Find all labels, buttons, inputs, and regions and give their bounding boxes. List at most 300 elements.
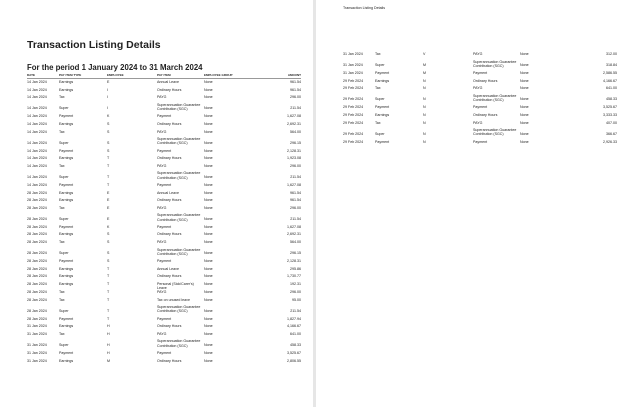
row-date: 28 Jan 2024 <box>27 274 47 279</box>
row-date: 29 Feb 2024 <box>343 139 364 144</box>
row-pay-item-type: Payment <box>59 316 74 321</box>
row-date: 29 Feb 2024 <box>343 131 364 136</box>
row-pay-item-type: Payment <box>375 71 390 76</box>
row-pay-item: PAYG <box>473 52 483 56</box>
row-pay-item-type: Tax <box>375 120 381 125</box>
row-employee: H <box>107 324 110 329</box>
row-date: 28 Jan 2024 <box>27 240 47 244</box>
row-employee-group: None <box>204 350 213 355</box>
table-row <box>27 351 301 359</box>
row-employee-group: None <box>204 140 213 145</box>
row-amount: 2,128.31 <box>287 148 301 153</box>
row-employee: H <box>107 331 110 336</box>
page-2-running-title: Transaction Listing Details <box>343 6 386 10</box>
row-date: 14 Jan 2024 <box>27 163 47 168</box>
row-employee-group: None <box>204 224 213 229</box>
row-pay-item: Payment <box>157 316 172 321</box>
row-pay-item: Payment <box>157 350 172 355</box>
row-employee-group: None <box>204 297 213 302</box>
row-pay-item: Ordinary Hours <box>157 121 182 126</box>
row-amount: 1,627.08 <box>287 224 301 229</box>
row-employee: T <box>107 156 110 161</box>
row-amount: 4,166.67 <box>603 78 617 83</box>
row-amount: 4,166.67 <box>287 324 301 329</box>
report-page-1 <box>0 0 313 407</box>
row-pay-item-type: Tax <box>59 331 65 336</box>
row-pay-item: Ordinary Hours <box>157 358 182 363</box>
row-date: 29 Feb 2024 <box>343 120 364 125</box>
row-employee: H <box>107 350 110 355</box>
row-amount: 211.54 <box>290 174 301 179</box>
row-pay-item-type: Earnings <box>59 87 74 92</box>
row-employee: S <box>107 140 110 145</box>
row-amount: 961.54 <box>290 80 301 84</box>
row-pay-item: Ordinary Hours <box>157 198 182 203</box>
row-pay-item-type: Tax <box>375 86 381 91</box>
row-amount: 407.00 <box>606 120 617 125</box>
row-pay-item-type: Super <box>59 342 69 347</box>
row-date: 28 Jan 2024 <box>27 216 47 221</box>
row-date: 14 Jan 2024 <box>27 121 47 126</box>
column-header-pay-item-type: PAY ITEM TYPE <box>59 73 82 77</box>
table-row <box>27 95 301 103</box>
column-header-date: DATE <box>27 73 35 77</box>
row-employee-group: None <box>204 342 213 347</box>
row-date: 28 Jan 2024 <box>27 266 47 271</box>
row-employee-group: None <box>204 274 213 279</box>
row-employee-group: None <box>204 289 213 294</box>
row-date: 31 Jan 2024 <box>27 331 47 336</box>
row-date: 14 Jan 2024 <box>27 148 47 153</box>
table-row <box>27 317 301 325</box>
column-header-amount: AMOUNT <box>287 73 301 77</box>
row-pay-item-type: Payment <box>59 182 74 187</box>
report-page-2 <box>316 0 629 407</box>
row-amount: 458.33 <box>606 97 617 102</box>
row-pay-item-type: Tax <box>59 129 65 134</box>
row-amount: 2,806.55 <box>287 358 301 363</box>
row-employee: N <box>423 105 426 110</box>
row-date: 29 Feb 2024 <box>343 78 364 83</box>
row-pay-item-type: Super <box>59 308 69 313</box>
row-pay-item-type: Payment <box>59 114 74 119</box>
row-employee: K <box>107 114 110 119</box>
row-pay-item: Superannuation Guarantee Contribution (SGC) <box>157 305 201 314</box>
row-employee: I <box>107 95 108 100</box>
table-row <box>343 60 617 72</box>
row-pay-item: Superannuation Guarantee Contribution (SGC) <box>157 137 201 146</box>
row-pay-item: Payment <box>473 71 488 76</box>
row-amount: 2,926.33 <box>603 139 617 144</box>
row-date: 28 Jan 2024 <box>27 205 47 210</box>
row-date: 28 Jan 2024 <box>27 259 47 264</box>
row-pay-item-type: Earnings <box>375 113 390 117</box>
table-row <box>27 339 301 351</box>
row-date: 31 Jan 2024 <box>343 71 363 76</box>
row-employee-group: None <box>204 129 213 134</box>
row-date: 28 Jan 2024 <box>27 190 47 195</box>
row-date: 29 Feb 2024 <box>343 113 364 117</box>
row-pay-item-type: Super <box>375 131 385 136</box>
row-pay-item-type: Payment <box>59 224 74 229</box>
table-row <box>343 128 617 140</box>
row-pay-item-type: Super <box>59 174 69 179</box>
row-pay-item: PAYG <box>473 86 483 91</box>
row-amount: 564.00 <box>290 240 301 244</box>
row-date: 31 Jan 2024 <box>27 324 47 329</box>
row-pay-item-type: Earnings <box>59 281 74 286</box>
row-employee: T <box>107 266 110 271</box>
row-date: 31 Jan 2024 <box>27 350 47 355</box>
row-pay-item: Ordinary Hours <box>157 87 182 92</box>
row-date: 28 Jan 2024 <box>27 289 47 294</box>
row-employee: N <box>423 97 426 102</box>
table-row <box>27 114 301 122</box>
row-employee-group: None <box>520 97 529 102</box>
table-row <box>27 225 301 233</box>
row-amount: 296.00 <box>290 95 301 100</box>
row-pay-item: Ordinary Hours <box>473 78 498 83</box>
row-pay-item: PAYG <box>157 163 167 168</box>
table-row <box>27 259 301 267</box>
row-employee-group: None <box>204 331 213 336</box>
row-employee: M <box>107 358 110 363</box>
row-date: 29 Feb 2024 <box>343 86 364 91</box>
table-row <box>27 137 301 149</box>
row-pay-item: Superannuation Guarantee Contribution (SGC) <box>157 247 201 256</box>
row-pay-item-type: Earnings <box>375 78 390 83</box>
row-employee-group: None <box>204 198 213 203</box>
row-date: 28 Jan 2024 <box>27 224 47 229</box>
row-employee-group: None <box>520 63 529 68</box>
row-pay-item-type: Earnings <box>59 198 74 203</box>
table-row <box>343 94 617 106</box>
row-employee: S <box>107 148 110 153</box>
row-employee-group: None <box>204 259 213 264</box>
row-amount: 2,692.31 <box>287 121 301 126</box>
row-amount: 961.54 <box>290 190 301 195</box>
row-amount: 366.67 <box>606 131 617 136</box>
row-employee: M <box>423 71 426 76</box>
row-pay-item: Payment <box>157 148 172 153</box>
row-amount: 312.00 <box>606 52 617 56</box>
table-row <box>343 86 617 94</box>
row-date: 14 Jan 2024 <box>27 87 47 92</box>
row-employee: S <box>107 129 110 134</box>
row-employee-group: None <box>204 87 213 92</box>
row-pay-item-type: Tax <box>59 163 65 168</box>
table-row <box>343 105 617 113</box>
row-amount: 296.00 <box>290 205 301 210</box>
row-employee-group: None <box>204 216 213 221</box>
column-header-employee: EMPLOYEE <box>107 73 124 77</box>
row-pay-item: Superannuation Guarantee Contribution (SGC) <box>473 93 517 103</box>
row-date: 14 Jan 2024 <box>27 129 47 134</box>
row-employee: S <box>107 121 110 126</box>
table-row <box>27 213 301 225</box>
table-row <box>27 359 301 367</box>
report-period: For the period 1 January 2024 to 31 March 2024 <box>27 63 203 72</box>
row-pay-item-type: Earnings <box>59 324 74 329</box>
row-amount: 961.54 <box>290 198 301 203</box>
row-date: 14 Jan 2024 <box>27 174 47 179</box>
row-date: 28 Jan 2024 <box>27 251 47 256</box>
row-pay-item: Ordinary Hours <box>157 232 182 237</box>
table-row <box>27 324 301 332</box>
row-amount: 1,827.94 <box>287 316 301 321</box>
row-pay-item: PAYG <box>157 95 167 100</box>
row-pay-item: PAYG <box>157 240 167 244</box>
row-employee: T <box>107 316 110 321</box>
row-amount: 3,333.33 <box>603 113 617 117</box>
table-row <box>343 140 617 148</box>
table-row <box>27 282 301 290</box>
row-employee: T <box>107 163 110 168</box>
row-employee: V <box>423 52 426 56</box>
row-employee-group: None <box>520 52 529 56</box>
row-employee-group: None <box>204 148 213 153</box>
row-amount: 295.86 <box>290 266 301 271</box>
table-row <box>27 156 301 164</box>
row-employee-group: None <box>204 205 213 210</box>
row-employee-group: None <box>520 131 529 136</box>
table-row <box>27 298 301 306</box>
row-employee: N <box>423 139 426 144</box>
row-date: 28 Jan 2024 <box>27 297 47 302</box>
table-row <box>27 332 301 340</box>
row-amount: 641.00 <box>290 331 301 336</box>
table-row <box>27 149 301 157</box>
row-pay-item-type: Super <box>375 97 385 102</box>
report-title: Transaction Listing Details <box>27 39 161 51</box>
table-row <box>27 290 301 298</box>
row-amount: 458.33 <box>290 342 301 347</box>
row-date: 28 Jan 2024 <box>27 281 47 286</box>
row-employee: I <box>107 106 108 111</box>
row-amount: 296.00 <box>290 163 301 168</box>
table-row <box>27 164 301 172</box>
row-employee-group: None <box>204 190 213 195</box>
row-pay-item-type: Payment <box>59 148 74 153</box>
row-employee-group: None <box>204 121 213 126</box>
row-pay-item: PAYG <box>157 289 167 294</box>
row-pay-item: Payment <box>157 182 172 187</box>
row-pay-item-type: Super <box>59 216 69 221</box>
row-pay-item: Annual Leave <box>157 80 179 84</box>
row-employee: H <box>107 342 110 347</box>
row-employee: S <box>107 240 110 244</box>
row-employee-group: None <box>204 174 213 179</box>
row-employee: N <box>423 131 426 136</box>
row-employee-group: None <box>204 240 213 244</box>
row-date: 31 Jan 2024 <box>27 358 47 363</box>
row-amount: 192.31 <box>290 281 301 286</box>
row-date: 14 Jan 2024 <box>27 95 47 100</box>
row-employee-group: None <box>204 316 213 321</box>
row-employee: T <box>107 274 110 279</box>
row-employee-group: None <box>204 266 213 271</box>
row-date: 28 Jan 2024 <box>27 232 47 237</box>
row-date: 14 Jan 2024 <box>27 182 47 187</box>
table-row <box>27 103 301 115</box>
row-amount: 318.84 <box>606 63 617 68</box>
row-pay-item: Payment <box>473 105 488 110</box>
row-pay-item: Tax on unused leave <box>157 297 190 302</box>
row-employee-group: None <box>204 232 213 237</box>
row-employee: S <box>107 259 110 264</box>
row-amount: 1,730.77 <box>287 274 301 279</box>
row-pay-item-type: Payment <box>375 105 390 110</box>
row-date: 28 Jan 2024 <box>27 316 47 321</box>
table-row <box>27 248 301 260</box>
row-date: 29 Feb 2024 <box>343 105 364 110</box>
row-amount: 296.15 <box>290 140 301 145</box>
row-amount: 3,525.67 <box>287 350 301 355</box>
row-employee-group: None <box>520 113 529 117</box>
row-employee-group: None <box>204 308 213 313</box>
row-pay-item-type: Super <box>59 140 69 145</box>
row-employee: S <box>107 232 110 237</box>
row-employee-group: None <box>520 86 529 91</box>
table-row <box>27 274 301 282</box>
row-amount: 3,525.67 <box>603 105 617 110</box>
row-employee: E <box>107 190 110 195</box>
row-pay-item-type: Earnings <box>59 266 74 271</box>
table-row <box>343 52 617 60</box>
table-row <box>27 88 301 96</box>
row-amount: 296.15 <box>290 251 301 256</box>
row-employee: K <box>107 224 110 229</box>
row-pay-item-type: Earnings <box>59 274 74 279</box>
row-employee: N <box>423 86 426 91</box>
row-pay-item-type: Tax <box>59 95 65 100</box>
table-row <box>27 191 301 199</box>
row-employee-group: None <box>204 106 213 111</box>
row-date: 31 Jan 2024 <box>27 342 47 347</box>
row-pay-item: PAYG <box>157 331 167 336</box>
row-pay-item: Annual Leave <box>157 266 179 271</box>
row-amount: 2,128.31 <box>287 259 301 264</box>
row-pay-item: Payment <box>157 259 172 264</box>
row-employee: T <box>107 281 110 286</box>
row-date: 31 Jan 2024 <box>343 63 363 68</box>
row-employee-group: None <box>520 105 529 110</box>
row-date: 14 Jan 2024 <box>27 106 47 111</box>
row-pay-item: Payment <box>157 224 172 229</box>
row-pay-item: PAYG <box>157 205 167 210</box>
table-row <box>27 130 301 138</box>
table-row <box>343 71 617 79</box>
row-employee-group: None <box>520 78 529 83</box>
row-employee-group: None <box>520 71 529 76</box>
row-date: 14 Jan 2024 <box>27 114 47 119</box>
row-pay-item: Ordinary Hours <box>473 113 498 117</box>
row-pay-item: Superannuation Guarantee Contribution (SGC) <box>157 213 201 222</box>
row-pay-item-type: Super <box>375 63 385 68</box>
row-employee: E <box>107 205 110 210</box>
table-row <box>343 113 617 121</box>
row-pay-item-type: Tax <box>59 297 65 302</box>
row-employee: M <box>423 63 426 68</box>
row-date: 14 Jan 2024 <box>27 140 47 145</box>
row-pay-item: Superannuation Guarantee Contribution (SGC) <box>157 339 201 348</box>
row-pay-item: Superannuation Guarantee Contribution (SGC) <box>473 59 517 68</box>
row-employee-group: None <box>520 139 529 144</box>
row-pay-item: Payment <box>157 114 172 119</box>
row-employee-group: None <box>204 281 213 286</box>
table-row <box>27 80 301 88</box>
row-pay-item: PAYG <box>473 120 483 125</box>
row-pay-item: Superannuation Guarantee Contribution (SGC) <box>473 128 517 137</box>
row-pay-item-type: Earnings <box>59 190 74 195</box>
row-pay-item-type: Earnings <box>59 121 74 126</box>
table-row <box>27 122 301 130</box>
row-pay-item: Superannuation Guarantee Contribution (SGC) <box>157 102 201 111</box>
row-employee-group: None <box>204 182 213 187</box>
row-employee: T <box>107 174 110 179</box>
row-amount: 211.54 <box>290 308 301 313</box>
row-pay-item-type: Tax <box>59 289 65 294</box>
row-employee: T <box>107 308 110 313</box>
row-amount: 95.00 <box>292 297 301 302</box>
row-date: 31 Jan 2024 <box>343 52 363 56</box>
row-employee: E <box>107 198 110 203</box>
row-employee-group: None <box>204 95 213 100</box>
row-amount: 961.54 <box>290 87 301 92</box>
table-row <box>27 171 301 183</box>
table-row <box>343 79 617 87</box>
row-employee-group: None <box>204 324 213 329</box>
row-pay-item-type: Earnings <box>59 358 74 363</box>
row-pay-item-type: Tax <box>59 240 65 244</box>
row-pay-item: Superannuation Guarantee Contribution (SGC) <box>157 171 201 180</box>
row-pay-item-type: Super <box>59 251 69 256</box>
table-row <box>27 240 301 248</box>
row-pay-item: Ordinary Hours <box>157 156 182 161</box>
row-amount: 564.00 <box>290 129 301 134</box>
row-amount: 1,923.08 <box>287 156 301 161</box>
row-employee: N <box>423 120 426 125</box>
row-employee: E <box>107 216 110 221</box>
table-row <box>27 198 301 206</box>
row-pay-item-type: Tax <box>375 52 381 56</box>
row-pay-item-type: Payment <box>59 350 74 355</box>
row-amount: 211.54 <box>290 106 301 111</box>
row-employee-group: None <box>520 120 529 125</box>
table-row <box>27 206 301 214</box>
row-pay-item: Annual Leave <box>157 190 179 195</box>
row-pay-item: Personal (Sick/Carer's) Leave <box>157 281 194 291</box>
row-date: 28 Jan 2024 <box>27 198 47 203</box>
row-date: 14 Jan 2024 <box>27 156 47 161</box>
row-amount: 296.00 <box>290 289 301 294</box>
row-amount: 2,692.31 <box>287 232 301 237</box>
row-amount: 2,586.55 <box>603 71 617 76</box>
row-pay-item: Payment <box>473 139 488 144</box>
row-employee-group: None <box>204 114 213 119</box>
table-header <box>27 73 301 79</box>
row-pay-item-type: Earnings <box>59 80 74 84</box>
row-pay-item: Ordinary Hours <box>157 274 182 279</box>
row-pay-item: PAYG <box>157 129 167 134</box>
column-header-employee-group: EMPLOYEE GROUP <box>204 73 233 77</box>
row-pay-item-type: Payment <box>59 259 74 264</box>
row-employee-group: None <box>204 251 213 256</box>
row-employee-group: None <box>204 163 213 168</box>
row-amount: 1,627.08 <box>287 182 301 187</box>
row-pay-item-type: Super <box>59 106 69 111</box>
row-pay-item: Ordinary Hours <box>157 324 182 329</box>
